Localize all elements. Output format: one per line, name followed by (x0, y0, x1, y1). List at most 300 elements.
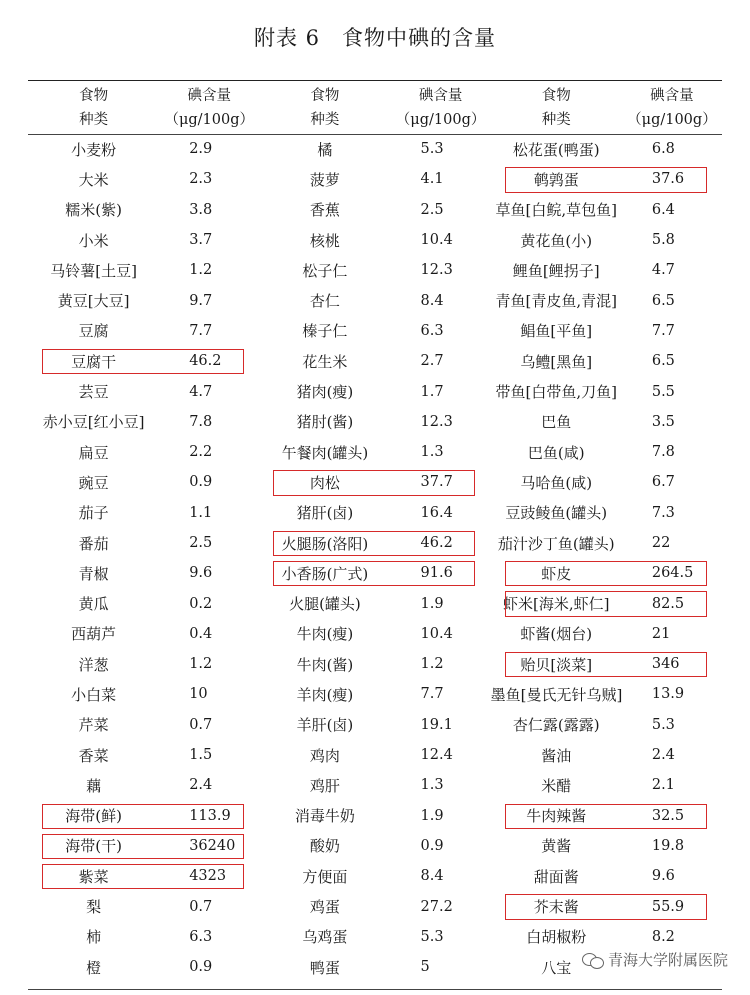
iodine-value: 7.7 (189, 322, 213, 339)
iodine-value: 2.4 (651, 747, 675, 764)
food-name: 酸奶 (309, 837, 340, 856)
iodine-value: 16.4 (420, 504, 453, 521)
iodine-value-cell (622, 255, 722, 285)
food-name-cell (28, 195, 159, 225)
iodine-value-cell (391, 740, 491, 770)
food-name: 扁豆 (78, 443, 109, 462)
food-name-cell (259, 588, 390, 618)
iodine-value-cell (622, 679, 722, 709)
food-name: 乌鳢[黑鱼] (520, 352, 593, 371)
iodine-value-cell (391, 922, 491, 952)
food-name-cell (491, 316, 622, 346)
food-name-cell (259, 316, 390, 346)
food-name-cell (491, 649, 622, 679)
food-name: 菠萝 (309, 170, 340, 189)
table-row (28, 255, 722, 285)
iodine-value: 2.9 (189, 141, 213, 158)
food-name-cell (259, 255, 390, 285)
iodine-value: 0.9 (189, 474, 213, 491)
food-name-cell (491, 285, 622, 315)
iodine-value-cell (622, 407, 722, 437)
iodine-value-cell (391, 195, 491, 225)
iodine-value: 1.7 (420, 383, 444, 400)
table-bottom-rule (28, 989, 722, 990)
iodine-value-cell (159, 407, 259, 437)
iodine-value: 4323 (189, 868, 227, 885)
iodine-value: 8.2 (651, 928, 675, 945)
food-name-cell (491, 588, 622, 618)
food-name: 小白菜 (71, 685, 117, 704)
table-row (28, 346, 722, 376)
iodine-value-cell (622, 316, 722, 346)
iodine-value: 19.8 (651, 837, 685, 854)
food-name-cell (28, 801, 159, 831)
table-row (28, 922, 722, 952)
table-row (28, 225, 722, 255)
food-name: 青鱼[青皮鱼,青混] (495, 292, 617, 311)
table-row (28, 285, 722, 315)
iodine-value-cell (622, 861, 722, 891)
iodine-value-cell (622, 831, 722, 861)
food-name-cell (259, 528, 390, 558)
iodine-value: 2.1 (651, 777, 675, 794)
iodine-value: 2.4 (189, 777, 213, 794)
food-name: 芸豆 (78, 383, 109, 402)
iodine-value-cell (159, 376, 259, 406)
food-name: 羊肝(卤) (296, 716, 354, 735)
food-name: 杏仁 (309, 292, 340, 311)
food-name-cell (491, 407, 622, 437)
food-name-cell (28, 922, 159, 952)
food-name: 香菜 (78, 746, 109, 765)
food-name-cell (259, 376, 390, 406)
iodine-value-cell (159, 316, 259, 346)
food-name: 猪肘(酱) (296, 413, 354, 432)
iodine-value: 1.2 (189, 656, 213, 673)
table-row (28, 891, 722, 921)
iodine-value-cell (159, 255, 259, 285)
table-row (28, 316, 722, 346)
food-name-cell (491, 740, 622, 770)
watermark (582, 949, 728, 970)
iodine-value-cell (622, 891, 722, 921)
iodine-value-cell (391, 861, 491, 891)
iodine-value-cell (391, 710, 491, 740)
iodine-value-cell (622, 164, 722, 194)
table-row (28, 619, 722, 649)
food-name: 虾米[海米,虾仁] (503, 595, 610, 614)
food-name: 鲳鱼[平鱼] (520, 322, 593, 341)
iodine-value-cell (622, 134, 722, 164)
food-name-cell (259, 195, 390, 225)
iodine-value-cell (159, 588, 259, 618)
iodine-value-cell (622, 588, 722, 618)
food-name-cell (28, 164, 159, 194)
food-name: 花生米 (302, 352, 348, 371)
header-iodine: 碘含量 （μg/100g） (395, 88, 486, 128)
food-name-cell (491, 558, 622, 588)
iodine-value: 6.3 (420, 322, 444, 339)
iodine-value: 1.2 (420, 656, 444, 673)
table-row (28, 498, 722, 528)
food-name: 西葫芦 (71, 625, 117, 644)
food-name-cell (259, 346, 390, 376)
iodine-value: 7.8 (651, 444, 675, 461)
food-name: 小米 (78, 231, 109, 250)
food-name-cell (259, 770, 390, 800)
iodine-value: 6.5 (651, 353, 675, 370)
food-name-cell (28, 952, 159, 982)
iodine-value: 5.8 (651, 232, 675, 249)
table-row (28, 831, 722, 861)
food-name-cell (259, 952, 390, 982)
food-name: 豆豉鲮鱼(罐头) (505, 504, 608, 523)
iodine-value: 2.3 (189, 171, 213, 188)
iodine-value: 4.7 (189, 383, 213, 400)
food-name-cell (28, 498, 159, 528)
iodine-value-cell (622, 346, 722, 376)
food-name: 黄豆[大豆] (57, 292, 130, 311)
iodine-value-cell (391, 467, 491, 497)
food-name-cell (28, 770, 159, 800)
iodine-value: 2.5 (189, 535, 213, 551)
iodine-value-cell (159, 225, 259, 255)
iodine-value: 1.2 (189, 262, 213, 279)
food-name: 梨 (86, 898, 102, 917)
food-name: 马铃薯[土豆] (50, 261, 137, 280)
iodine-value: 6.5 (651, 292, 675, 309)
food-name: 猪肝(卤) (296, 504, 354, 523)
iodine-value: 3.7 (189, 232, 213, 249)
iodine-value-cell (159, 891, 259, 921)
iodine-value-cell (622, 649, 722, 679)
food-name-cell (28, 649, 159, 679)
iodine-value: 1.3 (420, 777, 444, 794)
iodine-value-cell (622, 498, 722, 528)
iodine-table (28, 82, 722, 982)
iodine-value: 2.7 (420, 353, 444, 370)
food-name: 虾酱(烟台) (520, 625, 593, 644)
food-name-cell (259, 710, 390, 740)
food-name-cell (491, 467, 622, 497)
iodine-value: 4.1 (420, 171, 444, 188)
iodine-value-cell (391, 619, 491, 649)
food-name-cell (28, 376, 159, 406)
iodine-value: 6.3 (189, 928, 213, 945)
iodine-value-cell (159, 498, 259, 528)
food-name-cell (28, 134, 159, 164)
iodine-value: 46.2 (420, 535, 453, 551)
table-row (28, 770, 722, 800)
food-name-cell (259, 922, 390, 952)
food-name: 豆腐干 (71, 352, 117, 371)
food-name: 芹菜 (78, 716, 109, 735)
food-name: 午餐肉(罐头) (281, 443, 369, 462)
iodine-value-cell (391, 588, 491, 618)
food-name-cell (259, 740, 390, 770)
iodine-value: 7.3 (651, 504, 675, 521)
food-name: 豌豆 (78, 473, 109, 492)
food-name: 糯米(紫) (65, 201, 122, 220)
food-name-cell (28, 255, 159, 285)
food-name: 贻贝[淡菜] (520, 655, 593, 674)
food-name-cell (491, 134, 622, 164)
food-name: 牛肉辣酱 (526, 807, 587, 826)
iodine-value: 21 (651, 625, 671, 642)
iodine-value-cell (391, 225, 491, 255)
header-food: 食物 种类 (541, 88, 571, 128)
iodine-value: 13.9 (651, 686, 685, 703)
food-name: 甜面酱 (533, 867, 579, 886)
iodine-value: 9.7 (189, 292, 213, 309)
food-name-cell (259, 861, 390, 891)
iodine-value-cell (622, 770, 722, 800)
food-name-cell (491, 619, 622, 649)
food-name-cell (28, 740, 159, 770)
iodine-value-cell (622, 619, 722, 649)
iodine-value-cell (391, 679, 491, 709)
food-name: 海带(干) (65, 837, 122, 856)
food-name-cell (259, 225, 390, 255)
food-name: 大米 (78, 170, 109, 189)
food-name: 黄花鱼(小) (520, 231, 593, 250)
food-name-cell (491, 801, 622, 831)
food-name-cell (28, 891, 159, 921)
iodine-value-cell (159, 619, 259, 649)
table-row (28, 407, 722, 437)
iodine-value-cell (391, 558, 491, 588)
iodine-value-cell (622, 801, 722, 831)
iodine-value: 12.4 (420, 747, 453, 764)
iodine-value-cell (391, 285, 491, 315)
food-name: 草鱼[白鲩,草包鱼] (495, 201, 617, 220)
iodine-value: 0.9 (189, 959, 213, 976)
iodine-value-cell (622, 740, 722, 770)
food-name: 赤小豆[红小豆] (42, 413, 145, 432)
iodine-value: 8.4 (420, 868, 444, 885)
iodine-value: 6.7 (651, 474, 675, 491)
food-name: 猪肉(瘦) (296, 383, 354, 402)
food-name-cell (491, 498, 622, 528)
food-name-cell (28, 316, 159, 346)
iodine-value: 2.5 (420, 201, 444, 218)
iodine-value-cell (391, 649, 491, 679)
iodine-value: 22 (651, 535, 671, 551)
iodine-value-cell (391, 164, 491, 194)
food-name-cell (28, 861, 159, 891)
food-name: 青椒 (78, 564, 109, 583)
iodine-value-cell (159, 770, 259, 800)
iodine-value: 264.5 (651, 565, 694, 582)
food-name: 松花蛋(鸭蛋) (512, 140, 600, 159)
food-name: 橙 (86, 958, 102, 977)
food-name: 橘 (317, 140, 333, 159)
iodine-value: 12.3 (420, 262, 453, 279)
table-row (28, 679, 722, 709)
food-name-cell (259, 649, 390, 679)
iodine-value: 6.4 (651, 201, 675, 218)
iodine-value: 0.7 (189, 716, 213, 733)
iodine-value: 10.4 (420, 625, 453, 642)
iodine-value-cell (159, 710, 259, 740)
iodine-value-cell (391, 952, 491, 982)
food-name: 榛子仁 (302, 322, 348, 341)
table-header-row (28, 82, 722, 134)
iodine-value: 91.6 (420, 565, 453, 582)
food-name: 羊肉(瘦) (296, 685, 354, 704)
food-name: 海带(鲜) (65, 807, 122, 826)
food-name: 带鱼[白带鱼,刀鱼] (495, 383, 617, 402)
iodine-value: 37.6 (651, 171, 685, 188)
iodine-value: 5.3 (420, 141, 444, 158)
iodine-value: 46.2 (189, 353, 222, 370)
iodine-value: 12.3 (420, 413, 453, 430)
food-name-cell (259, 498, 390, 528)
food-name: 核桃 (309, 231, 340, 250)
food-name: 杏仁露(露露) (512, 716, 600, 735)
iodine-value-cell (159, 831, 259, 861)
food-name: 小麦粉 (71, 140, 117, 159)
food-name: 香蕉 (309, 201, 340, 220)
food-name-cell (259, 801, 390, 831)
food-name-cell (491, 195, 622, 225)
iodine-value-cell (159, 801, 259, 831)
iodine-value: 8.4 (420, 292, 444, 309)
iodine-value: 0.4 (189, 625, 213, 642)
header-food: 食物 种类 (310, 88, 340, 128)
iodine-value-cell (391, 770, 491, 800)
food-name-cell (28, 528, 159, 558)
iodine-value-cell (391, 831, 491, 861)
iodine-value: 1.9 (420, 595, 444, 612)
table-row (28, 801, 722, 831)
iodine-value: 27.2 (420, 898, 453, 915)
food-name-cell (28, 831, 159, 861)
iodine-value: 1.9 (420, 807, 444, 824)
food-name: 巴鱼 (541, 413, 572, 432)
iodine-value-cell (622, 437, 722, 467)
food-name: 乌鸡蛋 (302, 928, 348, 947)
page-title: 附表 6 食物中碘的含量 (253, 26, 497, 50)
iodine-value: 3.5 (651, 413, 675, 430)
food-name: 鸡肝 (309, 776, 340, 795)
watermark-text: 青海大学附属医院 (607, 951, 728, 969)
food-name-cell (491, 770, 622, 800)
food-name-cell (28, 225, 159, 255)
iodine-value-cell (622, 195, 722, 225)
iodine-value-cell (391, 316, 491, 346)
food-name-cell (259, 164, 390, 194)
food-name: 巴鱼(咸) (527, 443, 585, 462)
iodine-value: 0.9 (420, 837, 444, 854)
food-name: 鸡蛋 (309, 898, 340, 917)
food-name: 豆腐 (78, 322, 109, 341)
table-row (28, 437, 722, 467)
food-name: 肉松 (309, 473, 340, 492)
table-row (28, 740, 722, 770)
food-name: 马哈鱼(咸) (520, 473, 593, 492)
food-name: 牛肉(瘦) (296, 625, 354, 644)
food-name-cell (259, 407, 390, 437)
iodine-value: 5.3 (651, 716, 675, 733)
wechat-icon (582, 951, 604, 969)
iodine-value: 0.2 (189, 595, 213, 612)
food-name-cell (491, 225, 622, 255)
food-name: 柿 (86, 928, 102, 947)
food-name-cell (259, 679, 390, 709)
table-row (28, 861, 722, 891)
food-name-cell (491, 831, 622, 861)
food-name: 白胡椒粉 (526, 928, 587, 947)
food-name-cell (491, 861, 622, 891)
food-name: 牛肉(酱) (296, 655, 354, 674)
food-name-cell (28, 558, 159, 588)
table-row (28, 195, 722, 225)
iodine-value-cell (391, 498, 491, 528)
food-name-cell (259, 558, 390, 588)
iodine-value-cell (159, 195, 259, 225)
iodine-value: 2.2 (189, 444, 213, 461)
header-iodine: 碘含量 （μg/100g） (164, 88, 255, 128)
food-name-cell (491, 528, 622, 558)
iodine-value-cell (391, 407, 491, 437)
iodine-value-cell (159, 679, 259, 709)
food-name-cell (259, 831, 390, 861)
iodine-value-cell (622, 922, 722, 952)
table-top-rule (28, 80, 722, 81)
iodine-value-cell (622, 467, 722, 497)
iodine-value-cell (391, 376, 491, 406)
food-name-cell (28, 679, 159, 709)
food-name: 鸭蛋 (309, 958, 340, 977)
food-name-cell (28, 437, 159, 467)
food-name-cell (259, 285, 390, 315)
iodine-value: 5.3 (420, 928, 444, 945)
iodine-value-cell (159, 467, 259, 497)
table-row (28, 376, 722, 406)
table-row (28, 710, 722, 740)
food-name-cell (491, 437, 622, 467)
food-name: 小香肠(广式) (281, 564, 369, 583)
food-name-cell (28, 588, 159, 618)
food-name: 火腿(罐头) (289, 595, 361, 614)
food-name-cell (28, 467, 159, 497)
iodine-value: 6.8 (651, 141, 675, 158)
iodine-value-cell (622, 376, 722, 406)
iodine-value-cell (622, 528, 722, 558)
iodine-value: 346 (651, 656, 680, 673)
food-name-cell (259, 437, 390, 467)
iodine-value: 0.7 (189, 898, 213, 915)
table-row (28, 528, 722, 558)
iodine-value: 9.6 (651, 868, 675, 885)
food-name: 茄汁沙丁鱼(罐头) (497, 534, 615, 553)
iodine-value-cell (391, 801, 491, 831)
food-name-cell (28, 285, 159, 315)
food-name: 八宝 (541, 958, 572, 977)
food-name: 酱油 (541, 746, 572, 765)
food-name-cell (491, 710, 622, 740)
food-name-cell (491, 922, 622, 952)
iodine-value-cell (159, 558, 259, 588)
food-name: 芥末酱 (533, 898, 579, 917)
iodine-value: 5.5 (651, 383, 675, 400)
food-name: 鲤鱼[鲤拐子] (512, 261, 600, 280)
iodine-value-cell (391, 134, 491, 164)
food-name-cell (259, 619, 390, 649)
table-row (28, 649, 722, 679)
iodine-value: 10.4 (420, 232, 453, 249)
